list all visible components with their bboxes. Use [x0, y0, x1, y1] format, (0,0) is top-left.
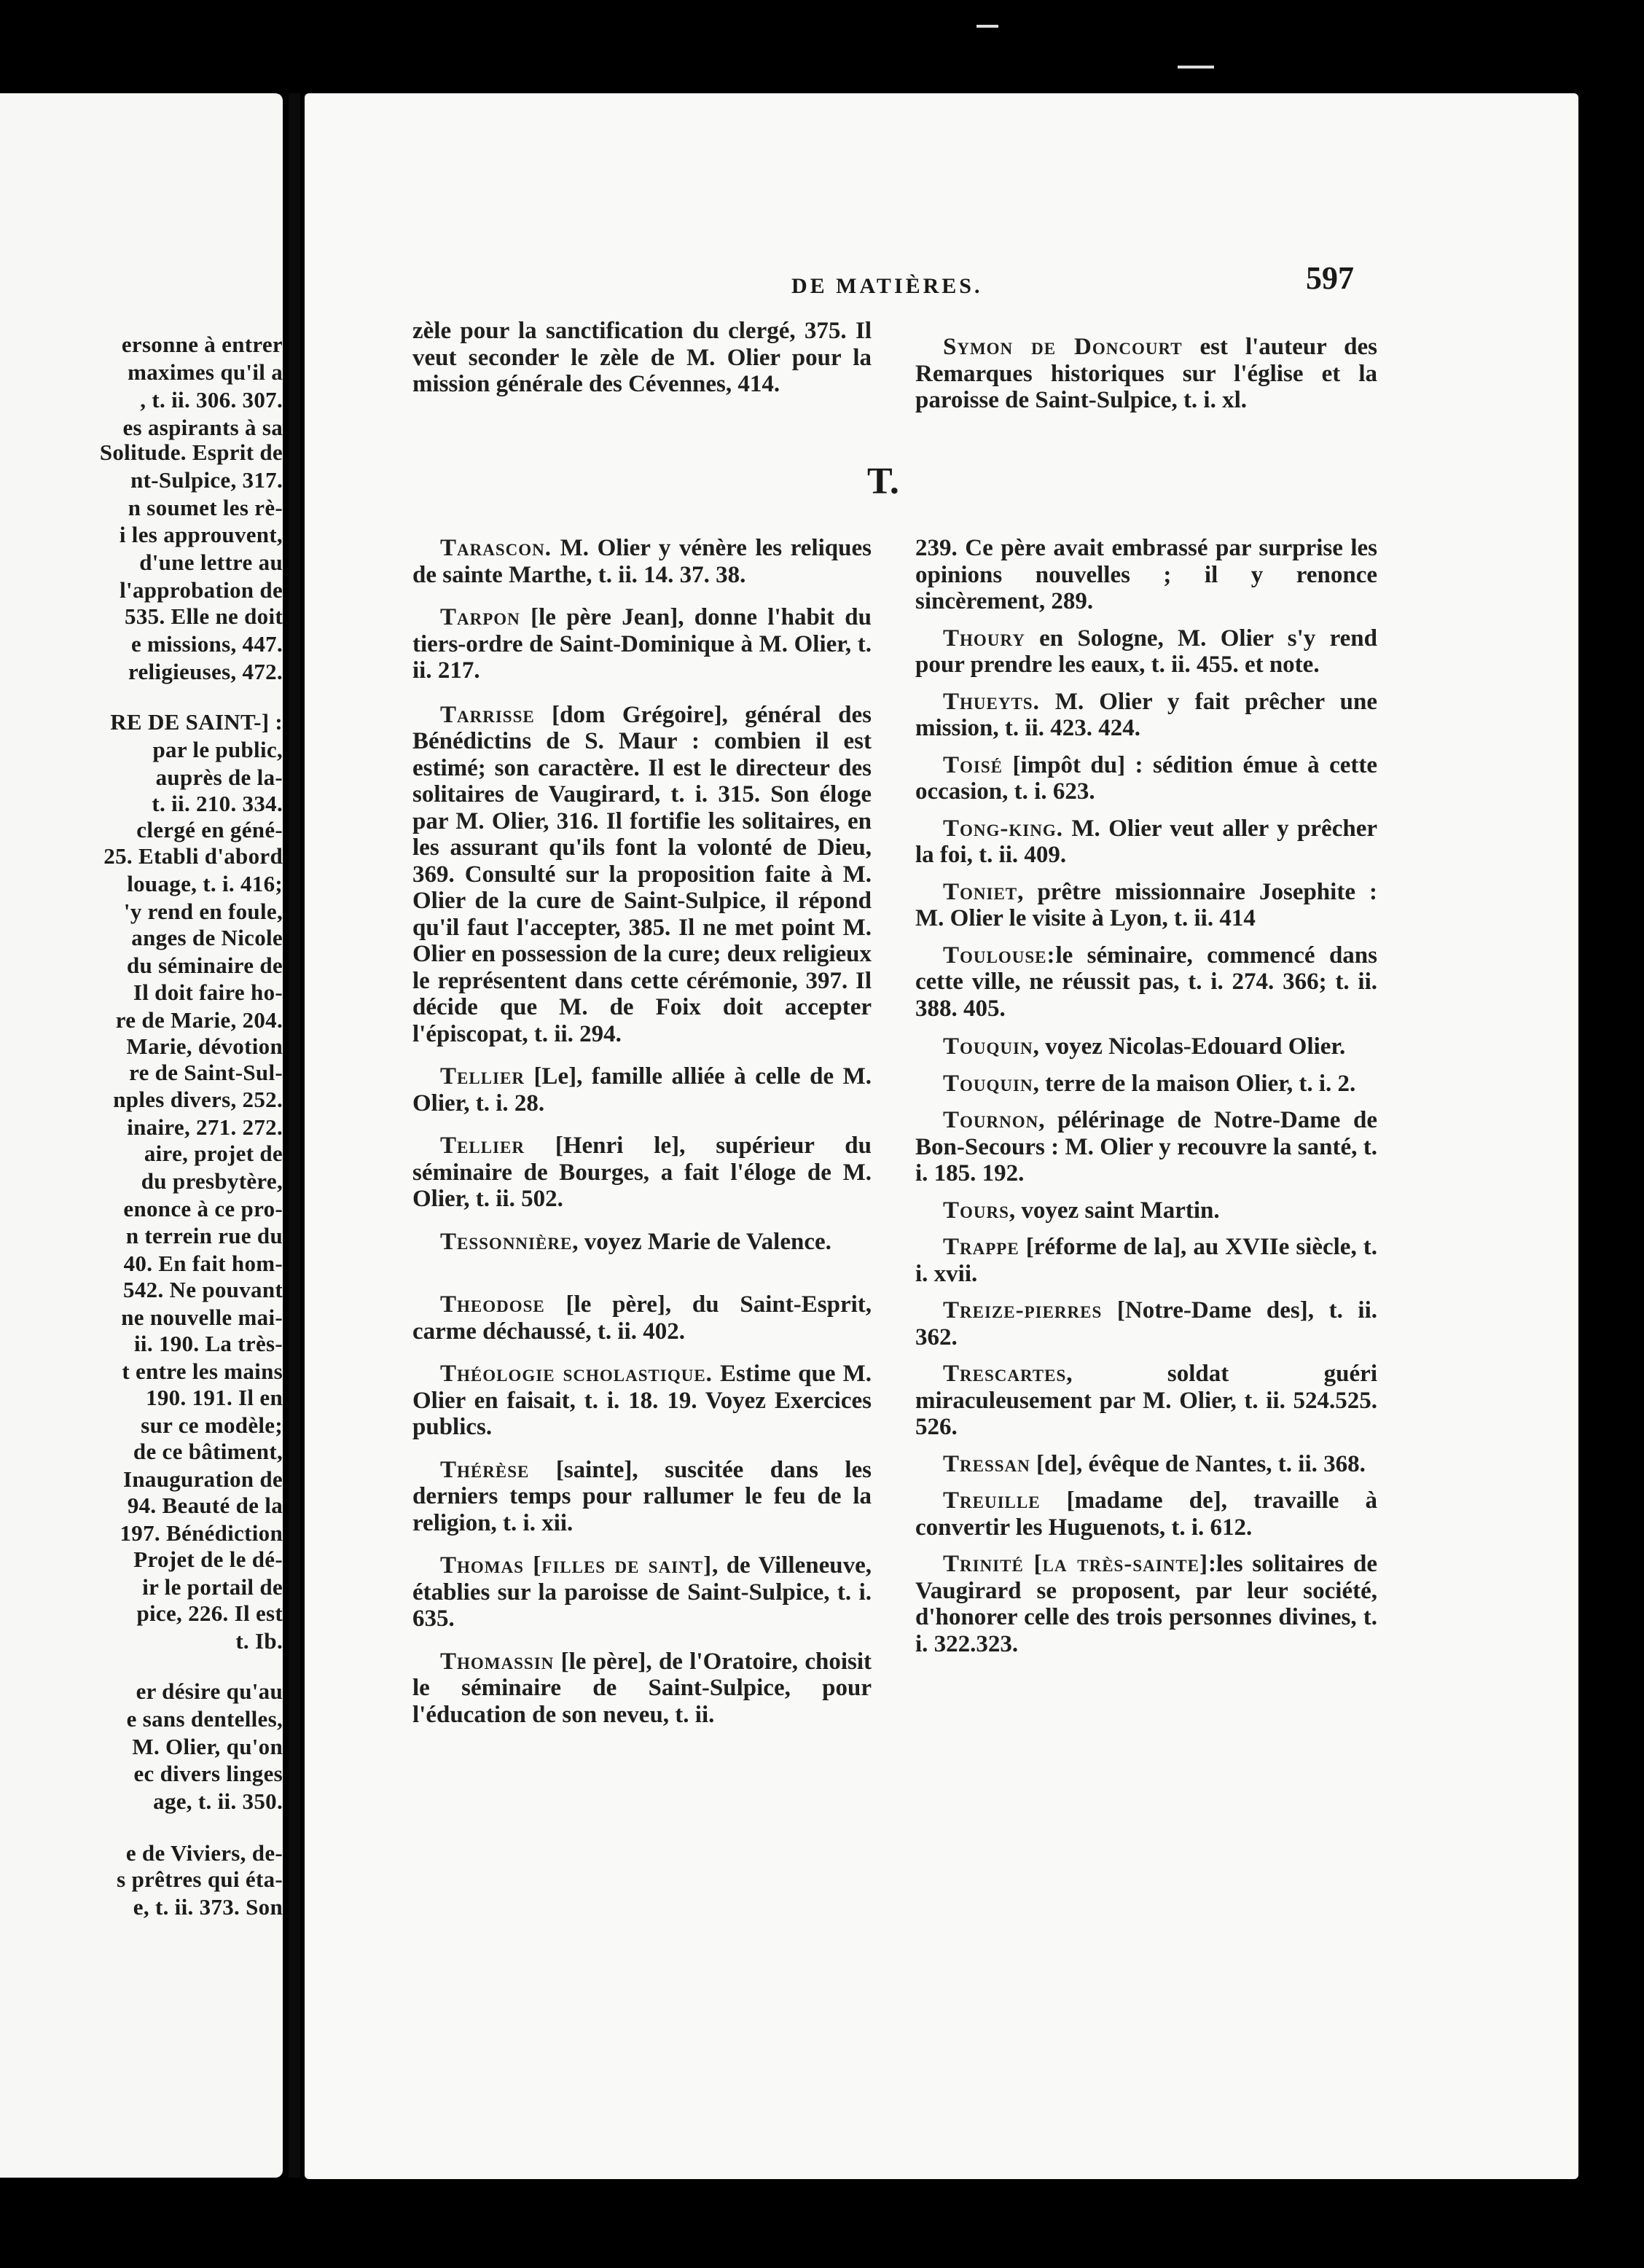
entry-head: Toisé: [943, 751, 1003, 778]
entry-text: en Sologne, M. Olier s'y rend pour prendre les eaux, t. ii. 455. et note.: [915, 625, 1377, 678]
left-page-line: n soumet les rè-: [128, 495, 283, 520]
entry-head: Treuille: [943, 1487, 1041, 1514]
index-entry: [915, 1551, 1377, 1657]
left-page-line: t. ii. 210. 334.: [152, 791, 283, 816]
index-entry: [915, 334, 1377, 414]
right-column: [915, 535, 1377, 1670]
index-entry: [412, 535, 872, 588]
entry-head: Tournon: [943, 1107, 1039, 1133]
entry-text: le séminaire, commencé dans cette ville, ne réussit pas, t. i. 274. 366; t. ii. 388. 405.: [915, 942, 1377, 1022]
entry-text: [dom Grégoire], général des Bénédictins de S. Maur : combien il est estimé; son caractère. Il est le directeur des solitaires de Vaugirard, t. i. 315. Son éloge par M. Olier, 316. Il fortifie les solitaires, en les assurant qu'ils font la volonté de Dieu, 369. Consulté sur la proposition faite à M. Olier de la cure de Saint-Sulpice, il répond qu'il faut l'accepter, 385. Il ne met point M. Olier en possession de la cure; deux religieux le représentent dans cette cérémonie, 397. Il décide que M. de Foix doit accepter l'épiscopat, t. ii. 294.: [412, 701, 872, 1047]
entry-head: Trinité [la très-sainte]: [943, 1551, 1208, 1577]
left-page-line: 190. 191. Il en: [146, 1385, 283, 1410]
index-entry: [915, 879, 1377, 932]
left-page-line: , t. ii. 306. 307.: [140, 387, 283, 412]
index-entry: [915, 816, 1377, 869]
left-page-line: ersonne à entrer: [121, 332, 283, 357]
left-page-line: inaire, 271. 272.: [127, 1114, 283, 1140]
entry-text: [impôt du] : sédition émue à cette occasion, t. i. 623.: [915, 751, 1377, 805]
entry-text: M. Olier y vénère les reliques de sainte Marthe, t. ii. 14. 37. 38.: [412, 535, 872, 588]
index-entry: [915, 942, 1377, 1022]
entry-head: Théologie scholastique.: [440, 1361, 713, 1387]
entry-head: Tarrisse: [440, 701, 535, 728]
entry-text: , prêtre missionnaire Josephite : M. Olier le visite à Lyon, t. ii. 414: [915, 878, 1377, 931]
entry-head: Tarpon: [440, 604, 520, 630]
index-entry: [412, 604, 872, 684]
entry-text: :les solitaires de Vaugirard se proposent, par leur société, d'honorer celle des trois personnes divines, t. i. 322.323.: [915, 1551, 1377, 1657]
left-page-line: e, t. ii. 373. Son: [133, 1894, 283, 1920]
left-page-line: s prêtres qui éta-: [117, 1866, 283, 1892]
entry-text: Estime que M. Olier en faisait, t. i. 18. 19. Voyez Exercices publics.: [412, 1361, 872, 1440]
index-entry: [915, 1234, 1377, 1287]
left-page-line: t entre les mains: [122, 1358, 283, 1384]
left-page-line: Solitude. Esprit de: [99, 439, 283, 465]
entry-head: Thomas [filles de saint]: [440, 1552, 713, 1579]
entry-text: [le père Jean], donne l'habit du tiers-ordre de Saint-Dominique à M. Olier, t. ii. 217.: [412, 604, 872, 684]
page-binding: [289, 93, 300, 2178]
entry-head: Treize-pierres: [943, 1297, 1103, 1323]
left-page-line: re de Marie, 204.: [115, 1007, 283, 1033]
entry-head: Toulouse:: [943, 942, 1056, 969]
left-page-line: e sans dentelles,: [126, 1706, 283, 1732]
index-entry: [412, 1361, 872, 1441]
entry-head: Tessonnière: [440, 1228, 573, 1255]
entry-text: , pélérinage de Notre-Dame de Bon-Secours : M. Olier y recouvre la santé, t. i. 185. 192.: [915, 1107, 1377, 1186]
entry-head: Tellier: [440, 1063, 525, 1090]
left-page-line: nples divers, 252.: [113, 1087, 283, 1112]
left-page-line: age, t. ii. 350.: [153, 1788, 283, 1814]
entry-head: Symon de Doncourt: [943, 334, 1183, 360]
entry-text: [de], évêque de Nantes, t. ii. 368.: [1030, 1450, 1366, 1477]
left-page-line: du séminaire de: [126, 953, 283, 978]
left-page-line: pice, 226. Il est: [136, 1600, 283, 1626]
left-page-line: clergé en géné-: [136, 817, 283, 842]
left-page-line: sur ce modèle;: [141, 1412, 283, 1438]
left-page-line: Il doit faire ho-: [133, 979, 283, 1005]
left-page: [0, 93, 283, 2178]
left-page-line: n terrein rue du: [125, 1223, 283, 1248]
index-entry: [412, 1063, 872, 1117]
index-entry: [412, 1649, 872, 1729]
entry-text: [madame de], travaille à convertir les Huguenots, t. i. 612.: [915, 1487, 1377, 1541]
left-page-line: nt-Sulpice, 317.: [130, 467, 283, 493]
entry-text: M. Olier y fait prêcher une mission, t. ii. 423. 424.: [915, 688, 1377, 741]
left-page-line: maximes qu'il a: [128, 359, 283, 385]
left-page-line: aire, projet de: [144, 1141, 283, 1166]
left-page-line: Projet de le dé-: [133, 1546, 283, 1572]
index-entry: [915, 1297, 1377, 1350]
entry-head: Tarascon.: [440, 535, 552, 561]
index-entry: [412, 1291, 872, 1345]
left-page-line: 25. Etabli d'abord: [103, 843, 283, 869]
index-entry: [915, 1487, 1377, 1541]
index-entry: [412, 1552, 872, 1632]
left-page-line: enonce à ce pro-: [123, 1196, 283, 1221]
left-page-line: auprès de la-: [155, 765, 283, 790]
top-left-continuation-block: [412, 318, 872, 398]
index-entry: [915, 1197, 1377, 1224]
left-page-line: re de Saint-Sul-: [129, 1060, 283, 1085]
left-page-line: par le public,: [152, 737, 283, 762]
index-entry: [915, 689, 1377, 742]
top-right-entry-block: [915, 334, 1377, 414]
left-page-line: e missions, 447.: [130, 631, 283, 657]
index-entry: [915, 1451, 1377, 1478]
entry-head: Thoury: [943, 625, 1025, 652]
index-entry: [915, 1071, 1377, 1098]
left-page-line: du presbytère,: [141, 1168, 283, 1194]
entry-head: Toniet: [943, 878, 1018, 905]
entry-text: M. Olier veut aller y prêcher la foi, t. ii. 409.: [915, 815, 1377, 868]
entry-head: Thueyts.: [943, 688, 1040, 715]
index-entry: [412, 702, 872, 1048]
entry-head: Trappe: [943, 1234, 1019, 1260]
left-page-line: Marie, dévotion: [126, 1033, 283, 1059]
left-page-line: t. Ib.: [235, 1628, 283, 1654]
index-entry: [915, 752, 1377, 805]
entry-head: Tours: [943, 1197, 1009, 1224]
left-page-line: anges de Nicole: [131, 925, 283, 950]
entry-head: Theodose: [440, 1291, 545, 1318]
entry-head: Thomassin: [440, 1648, 555, 1675]
index-entry: [915, 1361, 1377, 1441]
entry-text: [le père], de l'Oratoire, choisit le séminaire de Saint-Sulpice, pour l'éducation de son neveu, t. ii.: [412, 1648, 872, 1728]
left-page-line: RE DE SAINT-] :: [110, 709, 283, 735]
page-number: 597: [1306, 260, 1354, 296]
left-page-line: ir le portail de: [142, 1574, 283, 1600]
entry-head: Thérèse: [440, 1456, 530, 1483]
left-page-line: 'y rend en foule,: [123, 899, 283, 924]
entry-text: , terre de la maison Olier, t. i. 2.: [1033, 1070, 1356, 1097]
scan-speck: [976, 25, 998, 28]
left-page-line: ne nouvelle mai-: [121, 1305, 283, 1330]
index-entry: [915, 1033, 1377, 1060]
left-page-line: 40. En fait hom-: [123, 1251, 283, 1276]
right-page: [305, 93, 1578, 2179]
entry-text: , de Villeneuve, établies sur la paroisse de Saint-Sulpice, t. i. 635.: [412, 1552, 872, 1632]
entry-head: Touquin: [943, 1070, 1033, 1097]
continuation-text: 239. Ce père avait embrassé par surprise les opinions nouvelles ; il y renonce sincèrement, 289.: [915, 535, 1377, 614]
left-page-line: de ce bâtiment,: [133, 1439, 283, 1464]
section-letter: T.: [867, 461, 899, 502]
left-page-line: ec divers linges: [133, 1761, 283, 1786]
entry-head: Trescartes: [943, 1361, 1067, 1387]
entry-text: , soldat guéri miraculeusement par M. Olier, t. ii. 524.525. 526.: [915, 1361, 1377, 1440]
left-page-line: e de Viviers, de-: [125, 1840, 283, 1866]
left-page-line: 94. Beauté de la: [127, 1493, 283, 1518]
running-header: DE MATIÈRES.: [791, 274, 983, 298]
entry-head: Tong-king.: [943, 815, 1063, 842]
left-page-line: ii. 190. La très-: [134, 1331, 283, 1356]
index-entry: [412, 1457, 872, 1537]
index-entry: [412, 1133, 872, 1213]
left-page-line: er désire qu'au: [136, 1678, 283, 1704]
left-page-line: d'une lettre au: [139, 550, 283, 575]
entry-text: [Le], famille alliée à celle de M. Olier, t. i. 28.: [412, 1063, 872, 1117]
entry-head: Tressan: [943, 1450, 1030, 1477]
left-page-line: l'approbation de: [120, 577, 283, 603]
entry-text: , voyez Marie de Valence.: [572, 1228, 831, 1255]
entry-text: [le père], du Saint-Esprit, carme déchaussé, t. ii. 402.: [412, 1291, 872, 1345]
entry-text: est l'auteur des Remarques historiques sur l'église et la paroisse de Saint-Sulpice, t. i. xl.: [915, 334, 1377, 413]
entry-text: [Notre-Dame des], t. ii. 362.: [915, 1297, 1377, 1350]
left-page-line: Inauguration de: [123, 1466, 283, 1492]
scan-speck: [1178, 66, 1214, 69]
continuation-text: zèle pour la sanctification du clergé, 375. Il veut seconder le zèle de M. Olier pour la mission générale des Cévennes, 414.: [412, 318, 872, 397]
entry-text: [réforme de la], au XVIIe siècle, t. i. xvii.: [915, 1234, 1377, 1287]
left-page-line: louage, t. i. 416;: [127, 871, 283, 896]
left-page-line: es aspirants à sa: [122, 415, 283, 440]
entry-head: Tellier: [440, 1133, 525, 1159]
left-page-line: M. Olier, qu'on: [132, 1734, 283, 1759]
right-column-entries: [915, 625, 1377, 1658]
entry-text: [sainte], suscitée dans les derniers temps pour rallumer le feu de la religion, t. i. xii.: [412, 1456, 872, 1536]
entry-text: , voyez Nicolas-Edouard Olier.: [1033, 1033, 1346, 1060]
index-entry: [915, 625, 1377, 679]
left-page-line: religieuses, 472.: [128, 659, 283, 684]
entry-head: Touquin: [943, 1033, 1033, 1060]
index-entry: [412, 1229, 872, 1256]
left-page-line: 197. Bénédiction: [120, 1520, 283, 1546]
left-column: [412, 535, 872, 1741]
left-page-line: 542. Ne pouvant: [123, 1277, 283, 1302]
entry-text: , voyez saint Martin.: [1009, 1197, 1220, 1224]
left-page-line: 535. Elle ne doit: [125, 603, 283, 629]
entry-text: [Henri le], supérieur du séminaire de Bourges, a fait l'éloge de M. Olier, t. ii. 502.: [412, 1133, 872, 1212]
left-page-line: i les approuvent,: [119, 522, 283, 547]
index-entry: [915, 1107, 1377, 1187]
